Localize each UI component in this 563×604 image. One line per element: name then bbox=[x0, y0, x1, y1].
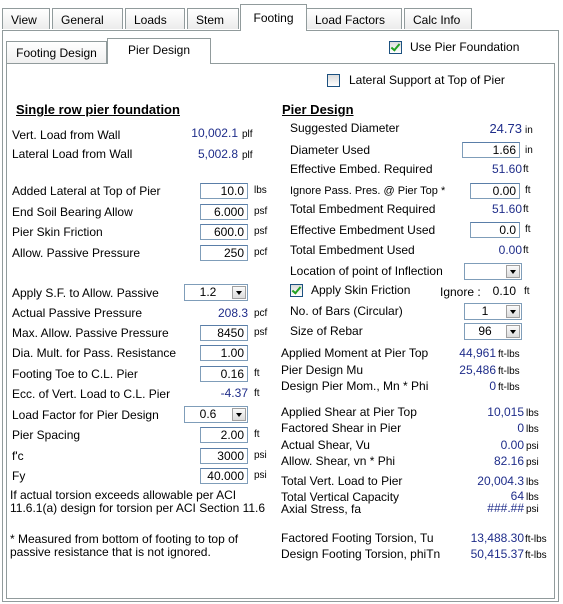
axial-value: ###.## bbox=[487, 501, 524, 515]
total-cap-value: 64 bbox=[510, 489, 524, 503]
tab-loads[interactable]: Loads bbox=[125, 8, 185, 29]
actual-passive-unit: pcf bbox=[254, 308, 268, 319]
load-factor-select[interactable] bbox=[184, 406, 248, 423]
apply-skin-label: Apply Skin Friction bbox=[311, 283, 411, 297]
total-vert-value: 20,004.3 bbox=[477, 474, 524, 488]
inflection-label: Location of point of Inflection bbox=[290, 264, 443, 278]
total-embed-used-label: Total Embedment Used bbox=[290, 243, 415, 257]
fy-label: Fy bbox=[12, 469, 26, 483]
mu-unit: ft-lbs bbox=[498, 366, 520, 377]
toe-to-cl-label: Footing Toe to C.L. Pier bbox=[12, 367, 138, 381]
total-embed-used-unit: ft bbox=[523, 245, 529, 256]
applied-moment-value: 44,961 bbox=[459, 346, 496, 360]
ecc-label: Ecc. of Vert. Load to C.L. Pier bbox=[12, 387, 171, 401]
suggested-diameter-label: Suggested Diameter bbox=[290, 121, 400, 135]
factored-shear-label: Factored Shear in Pier bbox=[281, 421, 402, 435]
allow-shear-value: 82.16 bbox=[493, 454, 524, 468]
total-embed-req-unit: ft bbox=[523, 204, 529, 215]
vert-load-label: Vert. Load from Wall bbox=[12, 128, 121, 142]
tab-calc-info[interactable]: Calc Info bbox=[404, 8, 472, 29]
right-section-header: Pier Design bbox=[282, 102, 354, 117]
allow-passive-unit: pcf bbox=[254, 247, 268, 258]
allow-shear-label: Allow. Shear, vn * Phi bbox=[281, 454, 396, 468]
actual-passive-label: Actual Passive Pressure bbox=[12, 306, 143, 320]
actual-shear-label: Actual Shear, Vu bbox=[281, 438, 370, 452]
chevron-down-icon[interactable] bbox=[232, 408, 246, 421]
torsion-phi-value: 50,415.37 bbox=[470, 547, 524, 561]
load-factor-value: 0.6 bbox=[199, 407, 217, 421]
added-lateral-unit: lbs bbox=[254, 185, 267, 196]
allow-passive-label: Allow. Passive Pressure bbox=[12, 246, 141, 260]
rebar-size-select[interactable] bbox=[464, 323, 522, 340]
toe-to-cl-input[interactable]: 0.16 bbox=[200, 366, 248, 382]
dia-mult-label: Dia. Mult. for Pass. Resistance bbox=[12, 346, 177, 360]
eff-embed-req-value: 51.60 bbox=[491, 162, 522, 176]
tab-load-factors[interactable]: Load Factors bbox=[306, 8, 402, 29]
actual-shear-unit: psi bbox=[526, 441, 539, 452]
eff-embed-used-unit: ft bbox=[525, 224, 531, 235]
skin-friction-input[interactable]: 600.0 bbox=[200, 224, 248, 240]
tab-general[interactable]: General bbox=[52, 8, 123, 29]
main-tab-bar bbox=[0, 0, 563, 30]
total-vert-label: Total Vert. Load to Pier bbox=[281, 474, 403, 488]
subtab-footing-design[interactable]: Footing Design bbox=[6, 41, 107, 63]
tab-view[interactable]: View bbox=[2, 8, 50, 29]
ignore-pass-input[interactable]: 0.00 bbox=[470, 183, 520, 199]
chevron-down-icon[interactable] bbox=[506, 325, 520, 338]
mn-phi-label: Design Pier Mom., Mn * Phi bbox=[281, 379, 429, 393]
ignore-unit: ft bbox=[524, 286, 530, 297]
eff-embed-used-input[interactable]: 0.0 bbox=[470, 222, 520, 238]
allow-shear-unit: psi bbox=[526, 457, 539, 468]
ignore-label: Ignore : bbox=[440, 285, 481, 299]
vert-load-unit: plf bbox=[242, 129, 253, 140]
axial-unit: psi bbox=[526, 504, 539, 515]
max-passive-input[interactable]: 8450 bbox=[200, 325, 248, 341]
applied-shear-value: 10,015 bbox=[487, 405, 524, 419]
suggested-diameter-value: 24.73 bbox=[489, 121, 522, 136]
total-embed-req-label: Total Embedment Required bbox=[290, 202, 436, 216]
end-soil-input[interactable]: 6.000 bbox=[200, 204, 248, 220]
diameter-used-label: Diameter Used bbox=[290, 143, 371, 157]
vert-load-value: 10,002.1 bbox=[191, 126, 238, 140]
lat-load-value: 5,002.8 bbox=[197, 147, 238, 161]
apply-sf-value: 1.2 bbox=[199, 285, 217, 299]
applied-moment-unit: ft-lbs bbox=[498, 349, 520, 360]
mn-phi-unit: ft-lbs bbox=[498, 382, 520, 393]
rebar-size-label: Size of Rebar bbox=[290, 324, 363, 338]
total-cap-unit: lbs bbox=[526, 492, 539, 503]
applied-shear-unit: lbs bbox=[526, 408, 539, 419]
total-embed-req-value: 51.60 bbox=[491, 202, 522, 216]
mn-phi-value: 0 bbox=[489, 379, 496, 393]
eff-embed-req-label: Effective Embed. Required bbox=[290, 162, 433, 176]
ignore-pass-unit: ft bbox=[525, 185, 531, 196]
inflection-select[interactable] bbox=[464, 263, 522, 280]
factored-shear-unit: lbs bbox=[526, 424, 539, 435]
spacing-input[interactable]: 2.00 bbox=[200, 427, 248, 443]
subtab-pier-design[interactable]: Pier Design bbox=[107, 38, 211, 64]
spacing-label: Pier Spacing bbox=[12, 428, 81, 442]
lateral-support-checkbox[interactable] bbox=[327, 74, 340, 87]
applied-moment-label: Applied Moment at Pier Top bbox=[281, 346, 429, 360]
apply-skin-checkbox[interactable] bbox=[290, 284, 303, 297]
added-lateral-label: Added Lateral at Top of Pier bbox=[12, 184, 161, 198]
fc-label: f'c bbox=[12, 449, 24, 463]
total-cap-label: Total Vertical Capacity bbox=[281, 490, 400, 504]
num-bars-value: 1 bbox=[481, 304, 489, 318]
chevron-down-icon[interactable] bbox=[506, 265, 520, 278]
eff-embed-req-unit: ft bbox=[523, 164, 529, 175]
fy-unit: psi bbox=[254, 470, 267, 481]
apply-sf-label: Apply S.F. to Allow. Passive bbox=[12, 286, 159, 300]
max-passive-unit: psf bbox=[254, 327, 268, 338]
num-bars-label: No. of Bars (Circular) bbox=[290, 304, 403, 318]
tab-footing[interactable]: Footing bbox=[240, 4, 307, 31]
chevron-down-icon[interactable] bbox=[232, 286, 246, 299]
chevron-down-icon[interactable] bbox=[506, 305, 520, 318]
spacing-unit: ft bbox=[254, 429, 260, 440]
mu-value: 25,486 bbox=[459, 363, 496, 377]
axial-label: Axial Stress, fa bbox=[281, 502, 362, 516]
rebar-size-value: 96 bbox=[478, 324, 492, 338]
factored-shear-value: 0 bbox=[517, 421, 524, 435]
diameter-used-input[interactable]: 1.66 bbox=[462, 142, 520, 158]
lateral-support-label: Lateral Support at Top of Pier bbox=[349, 73, 505, 87]
toe-to-cl-unit: ft bbox=[254, 368, 260, 379]
applied-shear-label: Applied Shear at Pier Top bbox=[281, 405, 417, 419]
eff-embed-used-label: Effective Embedment Used bbox=[290, 223, 436, 237]
ignore-pass-label: Ignore Pass. Pres. @ Pier Top * bbox=[290, 185, 446, 197]
left-section-header: Single row pier foundation bbox=[16, 102, 180, 117]
lat-load-unit: plf bbox=[242, 150, 253, 161]
diameter-used-unit: in bbox=[525, 145, 533, 156]
total-embed-used-value: 0.00 bbox=[498, 243, 522, 257]
fc-input[interactable]: 3000 bbox=[200, 448, 248, 464]
end-soil-label: End Soil Bearing Allow bbox=[12, 205, 133, 219]
torsion-phi-label: Design Footing Torsion, phiTn bbox=[281, 547, 441, 561]
num-bars-select[interactable] bbox=[464, 303, 522, 320]
end-soil-unit: psf bbox=[254, 206, 268, 217]
actual-passive-value: 208.3 bbox=[217, 306, 248, 320]
ignore-value: 0.10 bbox=[492, 284, 516, 298]
actual-shear-value: 0.00 bbox=[500, 438, 524, 452]
use-pier-label: Use Pier Foundation bbox=[410, 40, 520, 54]
allow-passive-input[interactable]: 250 bbox=[200, 245, 248, 261]
torsion-phi-unit: ft-lbs bbox=[525, 550, 547, 561]
torsion-tu-unit: ft-lbs bbox=[525, 534, 547, 545]
total-vert-unit: lbs bbox=[526, 477, 539, 488]
passive-note: * Measured from bottom of footing to top of passive resistance that is not ignored. bbox=[10, 532, 239, 559]
suggested-diameter-unit: in bbox=[525, 125, 533, 136]
apply-sf-select[interactable] bbox=[184, 284, 248, 301]
ecc-unit: ft bbox=[254, 388, 260, 399]
skin-friction-label: Pier Skin Friction bbox=[12, 225, 103, 239]
dia-mult-input[interactable]: 1.00 bbox=[200, 345, 248, 361]
tab-stem[interactable]: Stem bbox=[187, 8, 239, 29]
load-factor-label: Load Factor for Pier Design bbox=[12, 408, 159, 422]
torsion-tu-label: Factored Footing Torsion, Tu bbox=[281, 531, 434, 545]
mu-label: Pier Design Mu bbox=[281, 363, 364, 377]
lat-load-label: Lateral Load from Wall bbox=[12, 147, 133, 161]
fy-input[interactable]: 40.000 bbox=[200, 468, 248, 484]
added-lateral-input[interactable]: 10.0 bbox=[200, 183, 248, 199]
torsion-tu-value: 13,488.30 bbox=[470, 531, 524, 545]
ecc-value: -4.37 bbox=[220, 386, 248, 400]
max-passive-label: Max. Allow. Passive Pressure bbox=[12, 326, 169, 340]
torsion-note: If actual torsion exceeds allowable per ACI 11.6.1(a) design for torsion per ACI Section 11.6 bbox=[10, 488, 266, 515]
skin-friction-unit: psf bbox=[254, 226, 268, 237]
use-pier-checkbox[interactable] bbox=[389, 41, 402, 54]
fc-unit: psi bbox=[254, 450, 267, 461]
